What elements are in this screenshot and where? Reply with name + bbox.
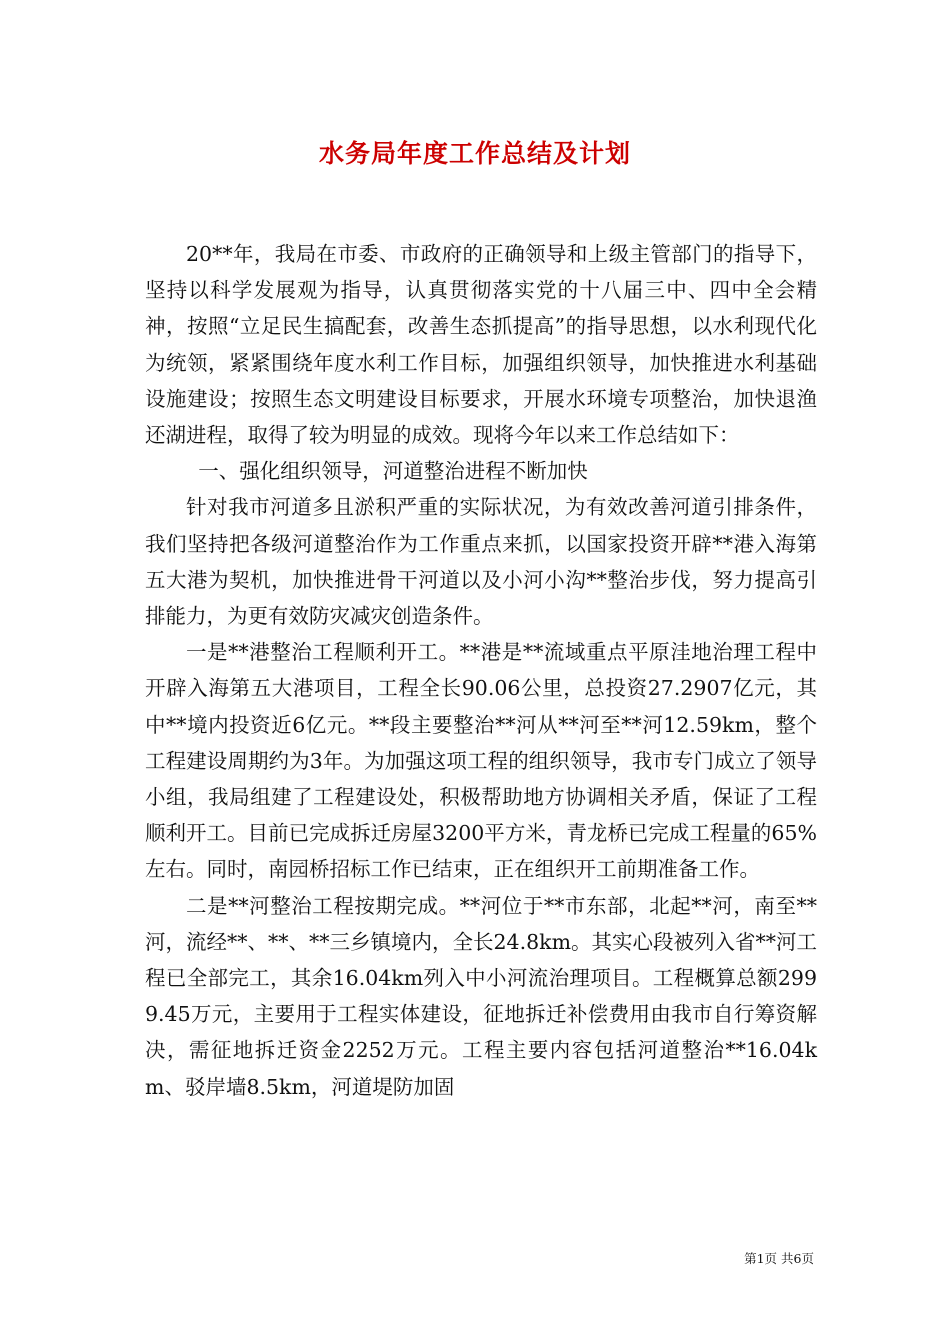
paragraph-item-2: 二是**河整治工程按期完成。**河位于**市东部，北起**河，南至**河，流经**、**、**三乡镇境内，全长24.8km。其实心段被列入省**河工程已全部完工，其余16.04km列入中小河流治理项目。工程概算总额2999.45万元，主要用于工程实体建设，征地拆迁补偿费用由我市自行筹资解决，需征地拆迁资金2252万元。工程主要内容包括河道整治**16.04km、驳岸墙8.5km，河道堤防加固	[145, 893, 818, 1099]
paragraph-item-1: 一是**港整治工程顺利开工。**港是**流域重点平原洼地治理工程中开辟入海第五大港项目，工程全长90.06公里，总投资27.2907亿元，其中**境内投资近6亿元。**段主要整治**河从**河至**河12.59km，整个工程建设周期约为3年。为加强这项工程的组织领导，我市专门成立了领导小组，我局组建了工程建设处，积极帮助地方协调相关矛盾，保证了工程顺利开工。目前已完成拆迁房屋3200平方米，青龙桥已完成工程量的65%左右。同时，南园桥招标工作已结束，正在组织开工前期准备工作。	[145, 640, 817, 882]
paragraph-section-1: 针对我市河道多且淤积严重的实际状况，为有效改善河道引排条件，我们坚持把各级河道整治作为工作重点来抓，以国家投资开辟**港入海第五大港为契机，加快推进骨干河道以及小河小沟**整治步伐，努力提高引排能力，为更有效防灾减灾创造条件。	[145, 495, 817, 629]
section-heading: 一、强化组织领导，河道整治进程不断加快	[198, 459, 588, 484]
paragraph-intro: 20**年，我局在市委、市政府的正确领导和上级主管部门的指导下，坚持以科学发展观为指导，认真贯彻落实党的十八届三中、四中全会精神，按照“立足民生搞配套，改善生态抓提高”的指导思想，以水利现代化为统领，紧紧围绕年度水利工作目标，加强组织领导，加快推进水利基础设施建设；按照生态文明建设目标要求，开展水环境专项整治，加快退渔还湖进程，取得了较为明显的成效。现将今年以来工作总结如下：	[145, 242, 817, 448]
document-title: 水务局年度工作总结及计划	[318, 139, 631, 168]
document-body	[145, 236, 817, 1105]
page-number: 第1页 共6页	[744, 1251, 814, 1266]
